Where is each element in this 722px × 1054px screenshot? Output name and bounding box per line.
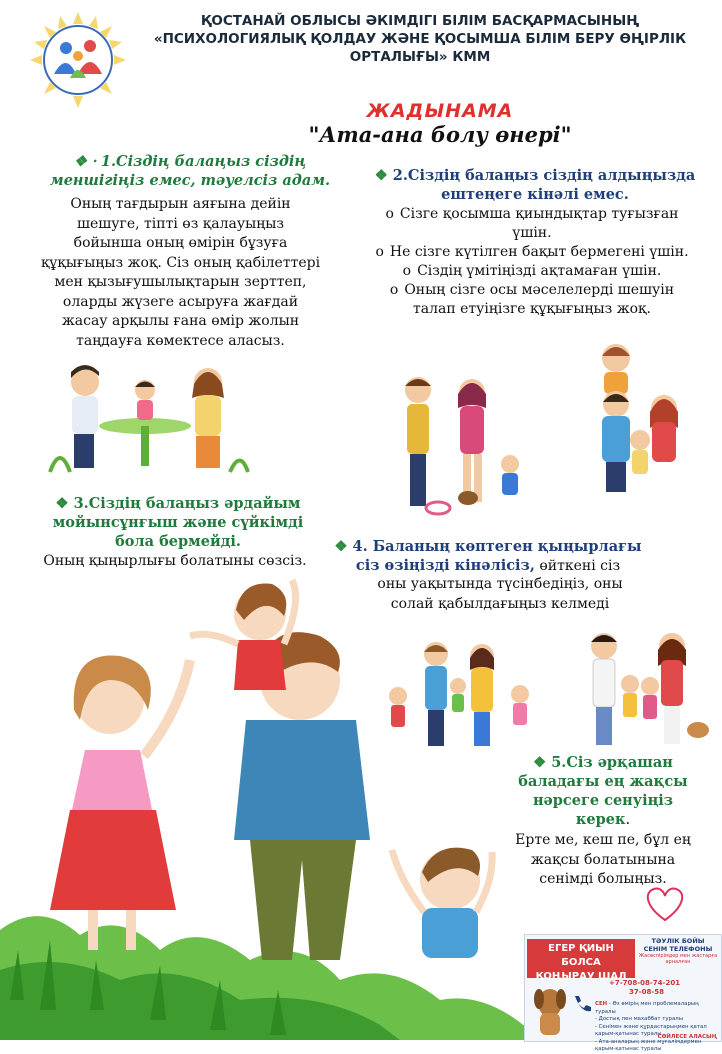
section3-heading: ❖ 3.Сіздің балаңыз әрдайым мойынсұнғыш және сүйкімді бола бермейді.: [52, 495, 304, 550]
bullet-icon: ❖: [73, 153, 87, 170]
bullet-icon: ❖: [334, 538, 348, 555]
bullet-icon: ❖: [55, 495, 69, 512]
list-item-cont: үшін.: [512, 225, 552, 241]
org-line-3: ОРТАЛЫҒЫ» КММ: [349, 49, 491, 65]
banner-topics: СЕН - Өз өмірің мен проблемаларың туралы - Достық пен махаббат туралы - Сенімен және құрдастарыңмен қатал қарым-қатынас туралы - Ата-аналарың және мұғалімдермен қарым-қатынас туралы: [595, 1001, 707, 1052]
family-four-illustration: [560, 336, 700, 496]
list-item: o Оның сізге осы мәселелерді шешуін: [389, 282, 675, 298]
section2-list: [352, 205, 712, 319]
section1-body: Оның тағдырын аяғына дейін шешуге, тіпті өз қалауыңыз бойынша оның өмірін бұзуға құқығыңыз жоқ. Сіз оның қабілеттері мен қызығушылықтарын зерттеп, оларды жүзеге асыруға жағдай жасау арқылы ғана өмір жолын таңдауға көмектесе аласыз.: [40, 196, 321, 349]
organization-logo: [28, 10, 128, 110]
section2-heading: ❖ 2.Сіздің балаңыз сіздің алдыңызда ештеңеге кінәлі емес.: [374, 167, 696, 203]
helpline-banner: [524, 934, 722, 1052]
banner-footer: СӨЙЛЕСЕ АЛАСЫҢ: [657, 1034, 717, 1040]
list-item: o Сізге қосымша қиындықтар туғызған: [385, 206, 679, 222]
list-item-cont: талап етуіңізге құқығыңыз жоқ.: [413, 301, 651, 317]
bullet-icon: ❖: [374, 167, 388, 184]
memo-subtitle: "Ата-ана болу өнері": [308, 122, 572, 147]
banner-title: ТӘУЛІК БОЙЫ СЕНІМ ТЕЛЕФОНЫ: [643, 937, 713, 953]
banner-call-text: ЕГЕР ҚИЫН БОЛСА ҚОҢЫРАУ ШАЛ: [527, 939, 635, 978]
organization-name: [140, 12, 700, 66]
section4-body: оны уақытында түсінбедіңіз, оны солай қабылдағыңыз келмеді: [377, 576, 623, 612]
family-dog-illustration: [578, 626, 713, 751]
memo-title: ЖАДЫНАМА: [366, 100, 514, 122]
section3-body: Оның қыңырлығы болатыны сөзсіз.: [43, 553, 307, 569]
org-line-1: ҚОСТАНАЙ ОБЛЫСЫ ӘКІМДІГІ БІЛІМ БАСҚАРМАСЫНЫҢ: [200, 13, 640, 29]
section5-body: Ерте ме, кеш пе, бұл ең жақсы болатынына сенімді болыңыз.: [515, 832, 691, 887]
section1-heading: ❖ ⸱ 1.Сіздің балаңыз сіздің меншігіңіз емес, тәуелсіз адам.: [49, 153, 331, 189]
heart-decoration: [640, 884, 690, 924]
org-line-2: «ПСИХОЛОГИЯЛЫҚ ҚОЛДАУ ЖӘНЕ ҚОСЫМША БІЛІМ БЕРУ ӨҢІРЛІК: [153, 31, 687, 47]
phone-icon: [571, 993, 593, 1015]
section4-heading: ❖ 4. Баланың көптеген қыңырлағы сіз өзіңізді кінәлісіз, өйткені сіз: [334, 538, 642, 574]
list-item: o Не сізге күтілген бақыт бермегені үшін.: [375, 244, 689, 260]
big-family-illustration: [40, 560, 495, 980]
family-table-illustration: [40, 354, 250, 484]
banner-subtitle: Жасөспірімдер мен жастарға арналған: [638, 953, 718, 965]
family-walking-illustration: [388, 368, 558, 528]
bullet-icon: ❖: [533, 754, 547, 771]
list-item: o Сіздің үмітіңізді ақтамаған үшін.: [402, 263, 662, 279]
dog-icon: [531, 981, 569, 1037]
section5-heading: ❖ 5.Сіз әрқашан баладағы ең жақсы нәрсеге сенуіңіз керек.: [518, 754, 688, 828]
banner-phone: +7-708-08-74-201 37-08-58: [609, 979, 681, 996]
